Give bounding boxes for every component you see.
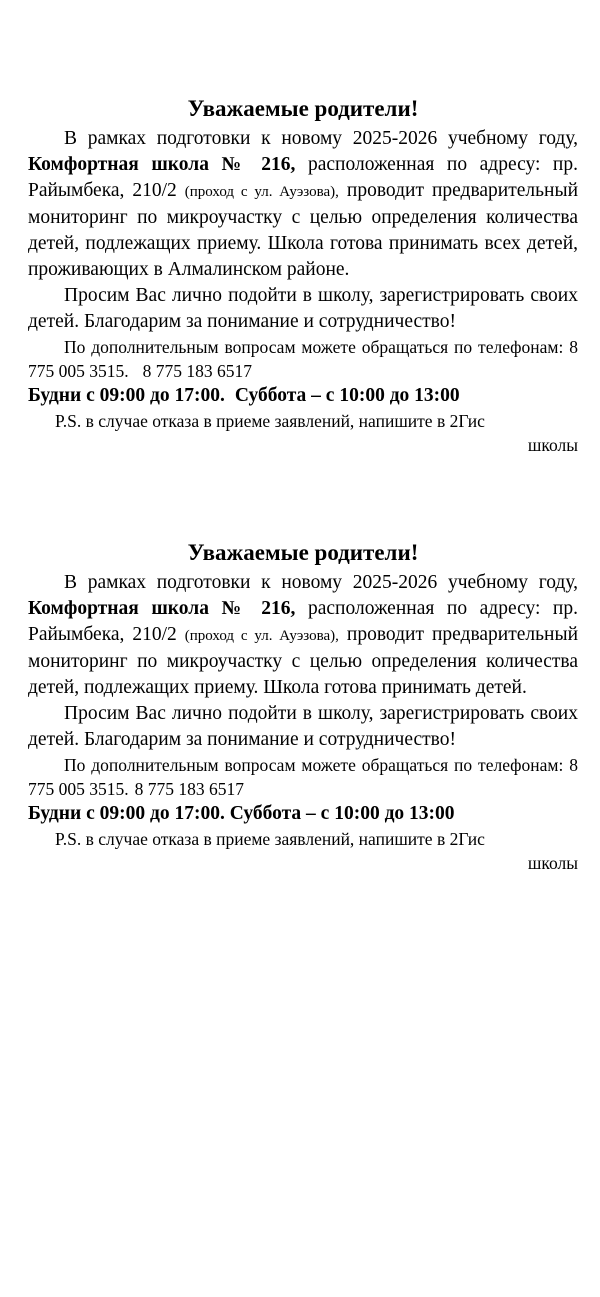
hours-line xyxy=(28,383,578,409)
address-text: расположенная по адресу: пр. Райымбека, 210/2 xyxy=(28,154,578,201)
contacts-label: По дополнительным вопросам можете обращаться по телефонам: xyxy=(64,755,564,775)
notice-block-1 xyxy=(28,92,578,457)
notice-block-2 xyxy=(28,536,578,875)
monitoring-text: проводит предварительный мониторинг по микроучастку с целью определения количества детей, подлежащих приему. Школа готова принимать всех детей, проживающих в Алмалинском районе. xyxy=(28,180,579,280)
intro-text: В рамках подготовки к новому 2025-2026 учебному году, xyxy=(64,572,578,593)
hours-saturday: Суббота – с 10:00 до 13:00 xyxy=(229,803,455,824)
phone-1: 8 775 005 3515. xyxy=(28,337,578,381)
phone-1: 8 775 005 3515. xyxy=(28,755,578,799)
request-paragraph: Просим Вас лично подойти в школу, зарегистрировать своих детей. Благодарим за понимание и сотрудничество! xyxy=(28,285,578,332)
intro-paragraph xyxy=(28,126,578,283)
hours-weekdays: Будни с 09:00 до 17:00. xyxy=(28,803,225,824)
contacts-label: По дополнительным вопросам можете обращаться по телефонам: xyxy=(64,337,564,357)
hours-line xyxy=(28,801,578,827)
contacts-paragraph xyxy=(28,335,578,383)
ps-main: P.S. в случае отказа в приеме заявлений, напишите в 2Гис xyxy=(55,411,485,431)
request-paragraph: Просим Вас лично подойти в школу, зарегистрировать своих детей. Благодарим за понимание и сотрудничество! xyxy=(28,703,578,750)
monitoring-text: проводит предварительный мониторинг по микроучастку с целью определения количества детей, подлежащих приему. Школа готова принимать детей. xyxy=(28,624,579,698)
ps-main: P.S. в случае отказа в приеме заявлений, напишите в 2Гис xyxy=(55,829,485,849)
contacts-paragraph xyxy=(28,753,578,801)
ps-paragraph xyxy=(28,827,578,875)
notice-title: Уважаемые родители! xyxy=(187,540,419,565)
school-name: Комфортная школа № 216, xyxy=(28,598,296,619)
phone-2: 8 775 183 6517 xyxy=(142,361,252,381)
address-note: (проход с ул. Ауэзова), xyxy=(184,184,339,200)
intro-paragraph xyxy=(28,570,578,701)
address-note: (проход с ул. Ауэзова), xyxy=(184,628,339,644)
phone-2: 8 775 183 6517 xyxy=(134,779,244,799)
ps-tail: школы xyxy=(527,435,578,455)
ps-tail: школы xyxy=(527,853,578,873)
school-name: Комфортная школа № 216, xyxy=(28,154,296,175)
address-text: расположенная по адресу: пр. Райымбека, 210/2 xyxy=(28,598,578,645)
intro-text: В рамках подготовки к новому 2025-2026 учебному году, xyxy=(64,128,578,149)
ps-paragraph xyxy=(28,409,578,457)
hours-saturday: Суббота – с 10:00 до 13:00 xyxy=(234,385,460,406)
notice-title: Уважаемые родители! xyxy=(187,96,419,121)
hours-weekdays: Будни с 09:00 до 17:00. xyxy=(28,385,225,406)
